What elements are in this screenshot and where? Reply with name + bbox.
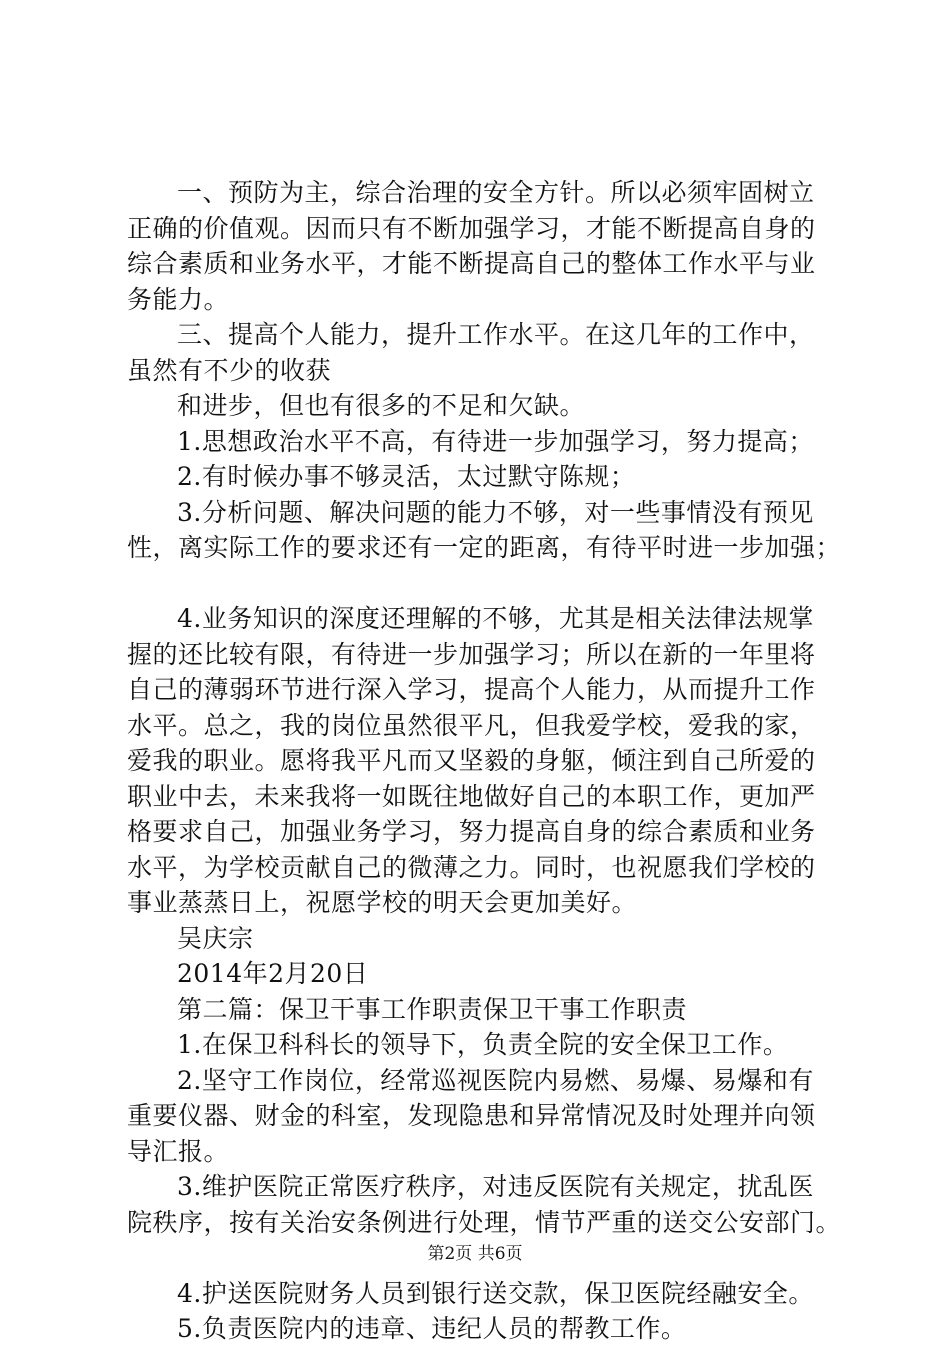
text-line: 格要求自己，加强业务学习，努力提高自身的综合素质和业务 xyxy=(127,817,816,846)
text-line: 1.思想政治水平不高，有待进一步加强学习，努力提高； xyxy=(177,426,814,456)
text-line: 务能力。 xyxy=(127,284,230,314)
text-line: 爱我的职业。愿将我平凡而又坚毅的身躯，倾注到自己所爱的 xyxy=(127,746,816,775)
blank-line xyxy=(127,566,847,602)
text-line: 导汇报。 xyxy=(127,1136,230,1166)
text-line: 握的还比较有限，有待进一步加强学习；所以在新的一年里将 xyxy=(127,639,816,669)
text-line: 1.在保卫科科长的领导下，负责全院的安全保卫工作。 xyxy=(177,1030,789,1059)
text-line: 吴庆宗 xyxy=(177,923,254,953)
text-line: 性，离实际工作的要求还有一定的距离，有待平时进一步加强； xyxy=(127,533,842,562)
text-line: 事业蒸蒸日上，祝愿学校的明天会更加美好。 xyxy=(127,888,638,917)
text-line: 水平。总之，我的岗位虽然很平凡，但我爱学校，爱我的家， xyxy=(127,710,816,740)
text-line: 自己的薄弱环节进行深入学习，提高个人能力，从而提升工作 xyxy=(127,675,816,704)
text-line: 综合素质和业务水平，才能不断提高自己的整体工作水平与业 xyxy=(127,249,816,278)
page-footer: 第2页 共6页 xyxy=(427,1244,523,1264)
text-line: 4.业务知识的深度还理解的不够，尤其是相关法律法规掌 xyxy=(177,604,814,633)
text-line: 3.分析问题、解决问题的能力不够，对一些事情没有预见 xyxy=(177,497,814,527)
text-line: 水平，为学校贡献自己的微薄之力。同时，也祝愿我们学校的 xyxy=(127,852,816,882)
text-line: 第二篇：保卫干事工作职责保卫干事工作职责 xyxy=(177,994,688,1024)
text-line: 三、提高个人能力，提升工作水平。在这几年的工作中， xyxy=(177,320,815,349)
document-body xyxy=(127,175,847,1347)
text-line: 2014年2月20日 xyxy=(177,959,369,988)
text-line: 2.有时候办事不够灵活，太过默守陈规； xyxy=(177,462,636,491)
text-line: 4.护送医院财务人员到银行送交款，保卫医院经融安全。 xyxy=(177,1278,814,1308)
text-line: 虽然有不少的收获 xyxy=(127,355,332,385)
text-line: 重要仪器、财金的科室，发现隐患和异常情况及时处理并向领 xyxy=(127,1101,816,1130)
text-line: 5.负责医院内的违章、违纪人员的帮教工作。 xyxy=(177,1314,687,1343)
text-line: 一、预防为主，综合治理的安全方针。所以必须牢固树立 xyxy=(177,178,815,207)
text-line: 职业中去，未来我将一如既往地做好自己的本职工作，更加严 xyxy=(127,781,816,811)
text-line: 院秩序，按有关治安条例进行处理，情节严重的送交公安部门。 xyxy=(127,1207,842,1237)
text-line: 正确的价值观。因而只有不断加强学习，才能不断提高自身的 xyxy=(127,213,816,243)
text-line: 3.维护医院正常医疗秩序，对违反医院有关规定，扰乱医 xyxy=(177,1172,814,1201)
text-line: 2.坚守工作岗位，经常巡视医院内易燃、易爆、易爆和有 xyxy=(177,1065,814,1095)
text-line: 和进步，但也有很多的不足和欠缺。 xyxy=(177,391,586,420)
